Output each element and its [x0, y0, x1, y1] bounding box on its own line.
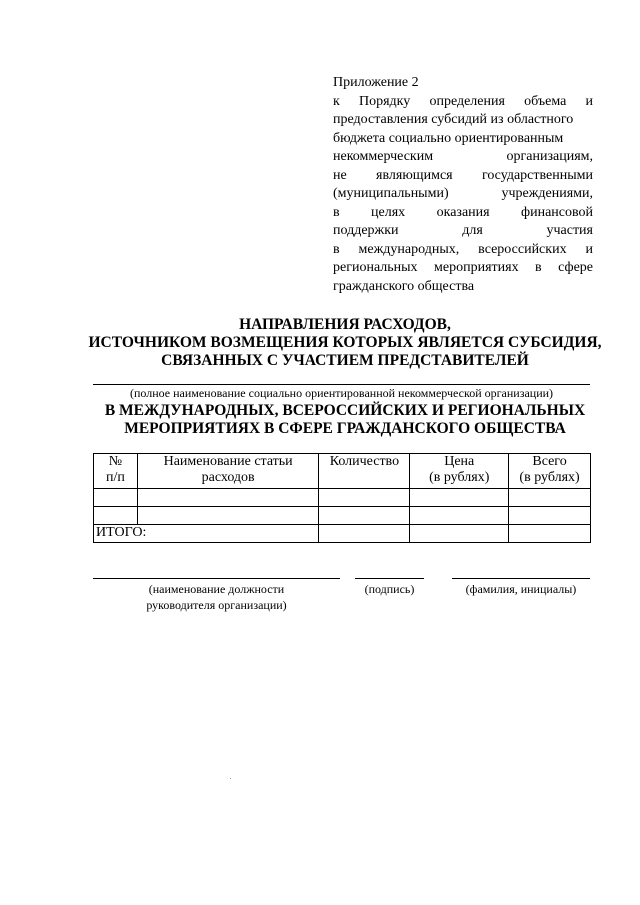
- document-title: [80, 316, 610, 370]
- organization-name-line: [93, 384, 590, 385]
- signature-line: [355, 578, 424, 579]
- header-total: Всего (в рублях): [509, 454, 591, 489]
- table-row: [94, 507, 591, 525]
- header-quantity: Количество: [319, 454, 410, 489]
- title-line-3: СВЯЗАННЫХ С УЧАСТИЕМ ПРЕДСТАВИТЕЛЕЙ: [161, 352, 529, 369]
- table-cell[interactable]: [509, 489, 591, 507]
- appendix-line: региональных мероприятиях в сфере: [333, 260, 593, 275]
- total-sum-cell[interactable]: [509, 525, 591, 543]
- table-header-row: [94, 454, 591, 489]
- table-cell[interactable]: [410, 507, 509, 525]
- scan-speck: [230, 778, 231, 779]
- appendix-line: не являющимся государственными: [333, 167, 593, 183]
- appendix-line: бюджета социально ориентированным: [333, 130, 564, 146]
- table-row: [94, 489, 591, 507]
- appendix-line: предоставления субсидий из областного: [333, 112, 574, 127]
- appendix-line: в целях оказания финансовой: [333, 204, 593, 220]
- table-cell[interactable]: [94, 507, 138, 525]
- table-cell[interactable]: [509, 507, 591, 525]
- table-cell[interactable]: [319, 507, 410, 525]
- total-price-cell[interactable]: [410, 525, 509, 543]
- title-line-2: ИСТОЧНИКОМ ВОЗМЕЩЕНИЯ КОТОРЫХ ЯВЛЯЕТСЯ СУБСИДИЯ,: [88, 334, 602, 351]
- header-number: № п/п: [94, 454, 138, 489]
- position-signature-line: [93, 578, 340, 579]
- appendix-note: [333, 74, 593, 296]
- appendix-line: гражданского общества: [333, 278, 475, 294]
- total-row: [94, 525, 591, 543]
- header-expense-item: Наименование статьи расходов: [137, 454, 319, 489]
- header-price: Цена (в рублях): [410, 454, 509, 489]
- name-line: [452, 578, 590, 579]
- table-cell[interactable]: [137, 507, 319, 525]
- title-line-4: В МЕЖДУНАРОДНЫХ, ВСЕРОССИЙСКИХ И РЕГИОНАЛЬНЫХ: [104, 402, 586, 419]
- signature-caption: (подпись): [364, 582, 415, 596]
- total-label: ИТОГО:: [94, 525, 319, 543]
- appendix-line: поддержки для участия: [333, 223, 593, 238]
- expenses-table: [93, 453, 591, 543]
- total-quantity-cell[interactable]: [319, 525, 410, 543]
- table-cell[interactable]: [319, 489, 410, 507]
- title-line-5: МЕРОПРИЯТИЯХ В СФЕРЕ ГРАЖДАНСКОГО ОБЩЕСТВА: [124, 420, 566, 437]
- appendix-line: в международных, всероссийских и: [333, 241, 593, 257]
- appendix-line: (муниципальными) учреждениями,: [333, 186, 593, 201]
- name-caption: (фамилия, инициалы): [465, 582, 577, 596]
- appendix-line: Приложение 2: [333, 75, 419, 90]
- organization-caption: (полное наименование социально ориентированной некоммерческой организации): [129, 386, 554, 400]
- table-cell[interactable]: [94, 489, 138, 507]
- position-caption: (наименование должности руководителя организации): [146, 582, 287, 612]
- title-line-1: НАПРАВЛЕНИЯ РАСХОДОВ,: [239, 316, 451, 333]
- table-cell[interactable]: [137, 489, 319, 507]
- document-title-continued: [80, 402, 610, 438]
- appendix-line: к Порядку определения объема и: [333, 93, 593, 109]
- appendix-line: некоммерческим организациям,: [333, 149, 593, 164]
- table-cell[interactable]: [410, 489, 509, 507]
